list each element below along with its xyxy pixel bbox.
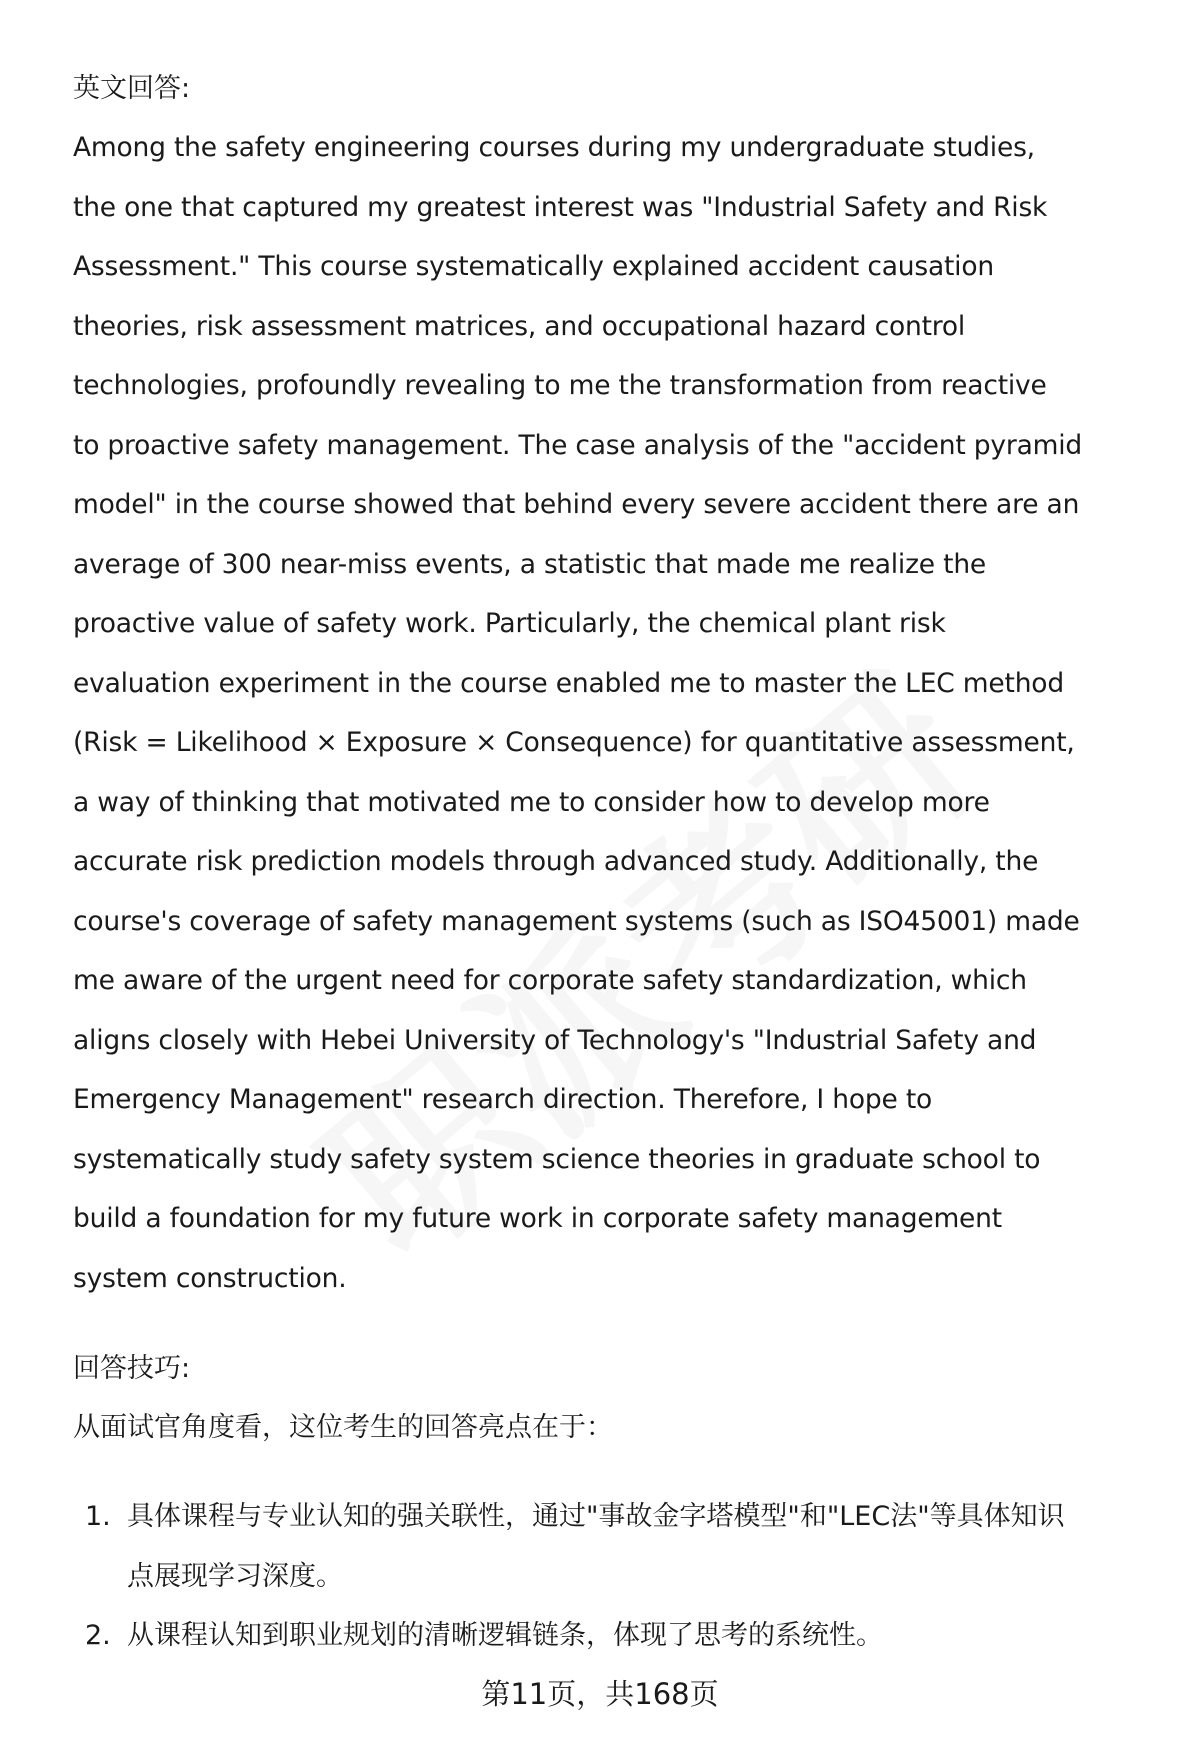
- paragraph-line: evaluation experiment in the course enabled me to master the LEC method: [73, 667, 1064, 699]
- list-item-text: 具体课程与专业认知的强关联性，通过"事故金字塔模型"和"LEC法"等具体知识: [127, 1501, 1065, 1532]
- paragraph-line: proactive value of safety work. Particularly, the chemical plant risk: [73, 608, 946, 639]
- list-item-number: 2.: [85, 1620, 111, 1651]
- paragraph-line: theories, risk assessment matrices, and occupational hazard control: [73, 310, 966, 342]
- paragraph-line: a way of thinking that motivated me to consider how to develop more: [73, 786, 990, 818]
- paragraph-line: me aware of the urgent need for corporate safety standardization, which: [73, 965, 1027, 996]
- paragraph-line: model" in the course showed that behind every severe accident there are an: [73, 489, 1080, 520]
- paragraph-line: course's coverage of safety management systems (such as ISO45001) made: [73, 905, 1080, 937]
- paragraph-line: the one that captured my greatest interest was "Industrial Safety and Risk: [73, 191, 1048, 223]
- page-number: 第11页，共168页: [481, 1677, 719, 1711]
- paragraph-line: average of 300 near-miss events, a statistic that made me realize the: [73, 548, 987, 580]
- paragraph-line: Assessment." This course systematically explained accident causation: [73, 251, 994, 282]
- paragraph-line: Emergency Management" research direction. Therefore, I hope to: [73, 1084, 933, 1115]
- list-item-number: 1.: [85, 1501, 111, 1532]
- list-item-text-continued: 点展现学习深度。: [127, 1561, 343, 1592]
- paragraph-line: technologies, profoundly revealing to me the transformation from reactive: [73, 370, 1047, 401]
- paragraph-line: aligns closely with Hebei University of Technology's "Industrial Safety and: [73, 1024, 1037, 1056]
- heading-answer-tips: 回答技巧:: [73, 1353, 191, 1384]
- paragraph-line: Among the safety engineering courses during my undergraduate studies,: [73, 132, 1035, 163]
- paragraph-line: system construction.: [73, 1262, 347, 1294]
- tips-intro: 从面试官角度看，这位考生的回答亮点在于：: [73, 1412, 613, 1443]
- paragraph-line: (Risk = Likelihood × Exposure × Consequence) for quantitative assessment,: [73, 727, 1075, 758]
- heading-english-answer: 英文回答:: [73, 73, 191, 104]
- paragraph-line: accurate risk prediction models through advanced study. Additionally, the: [73, 846, 1039, 877]
- list-item-text: 从课程认知到职业规划的清晰逻辑链条，体现了思考的系统性。: [127, 1620, 883, 1651]
- paragraph-line: to proactive safety management. The case analysis of the "accident pyramid: [73, 429, 1083, 461]
- paragraph-line: build a foundation for my future work in corporate safety management: [73, 1203, 1002, 1234]
- paragraph-line: systematically study safety system science theories in graduate school to: [73, 1143, 1041, 1175]
